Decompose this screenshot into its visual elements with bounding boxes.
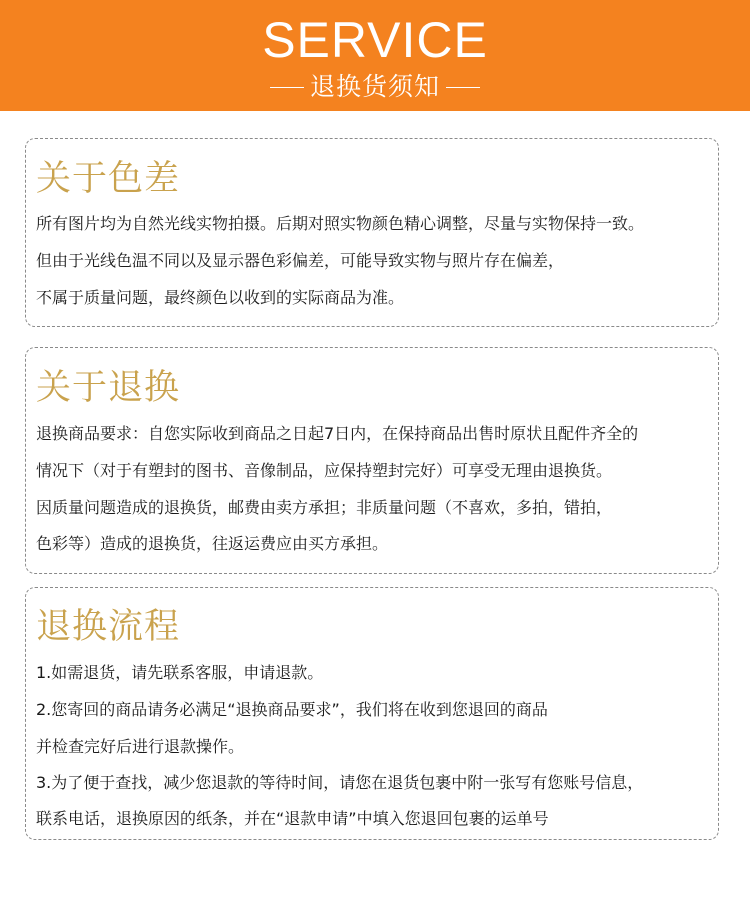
section-title: 关于色差 bbox=[36, 159, 181, 199]
header-divider-right bbox=[446, 87, 480, 88]
header-banner bbox=[0, 0, 750, 111]
section-title: 关于退换 bbox=[36, 368, 181, 408]
section-text-line: 3.为了便于查找，减少您退款的等待时间，请您在退货包裹中附一张写有您账号信息， bbox=[36, 773, 644, 792]
section-text-line: 所有图片均为自然光线实物拍摄。后期对照实物颜色精心调整，尽量与实物保持一致。 bbox=[36, 214, 645, 233]
section-color-difference bbox=[25, 138, 719, 327]
section-returns bbox=[25, 347, 719, 574]
section-text-line: 因质量问题造成的退换货，邮费由卖方承担；非质量问题（不喜欢，多拍，错拍， bbox=[36, 498, 613, 517]
section-text-line: 并检查完好后进行退款操作。 bbox=[36, 737, 245, 756]
header-title-cn: 退换货须知 bbox=[309, 72, 440, 101]
section-text-line: 联系电话，退换原因的纸条，并在“退款申请”中填入您退回包裹的运单号 bbox=[36, 809, 549, 828]
section-text-line: 2.您寄回的商品请务必满足“退换商品要求”，我们将在收到您退回的商品 bbox=[36, 700, 548, 719]
header-subtitle-row bbox=[0, 70, 750, 104]
header-title-en: SERVICE bbox=[262, 12, 488, 68]
section-text-line: 但由于光线色温不同以及显示器色彩偏差，可能导致实物与照片存在偏差， bbox=[36, 251, 565, 270]
section-text-line: 色彩等）造成的退换货，往返运费应由买方承担。 bbox=[36, 534, 389, 553]
header-divider-left bbox=[270, 87, 304, 88]
section-return-process bbox=[25, 587, 719, 840]
section-text-line: 1.如需退货，请先联系客服，申请退款。 bbox=[36, 663, 324, 682]
section-text-line: 情况下（对于有塑封的图书、音像制品，应保持塑封完好）可享受无理由退换货。 bbox=[36, 461, 613, 480]
section-title: 退换流程 bbox=[36, 607, 181, 647]
section-text-line: 不属于质量问题，最终颜色以收到的实际商品为准。 bbox=[36, 288, 405, 307]
section-text-line: 退换商品要求：自您实际收到商品之日起7日内，在保持商品出售时原状且配件齐全的 bbox=[36, 424, 639, 443]
